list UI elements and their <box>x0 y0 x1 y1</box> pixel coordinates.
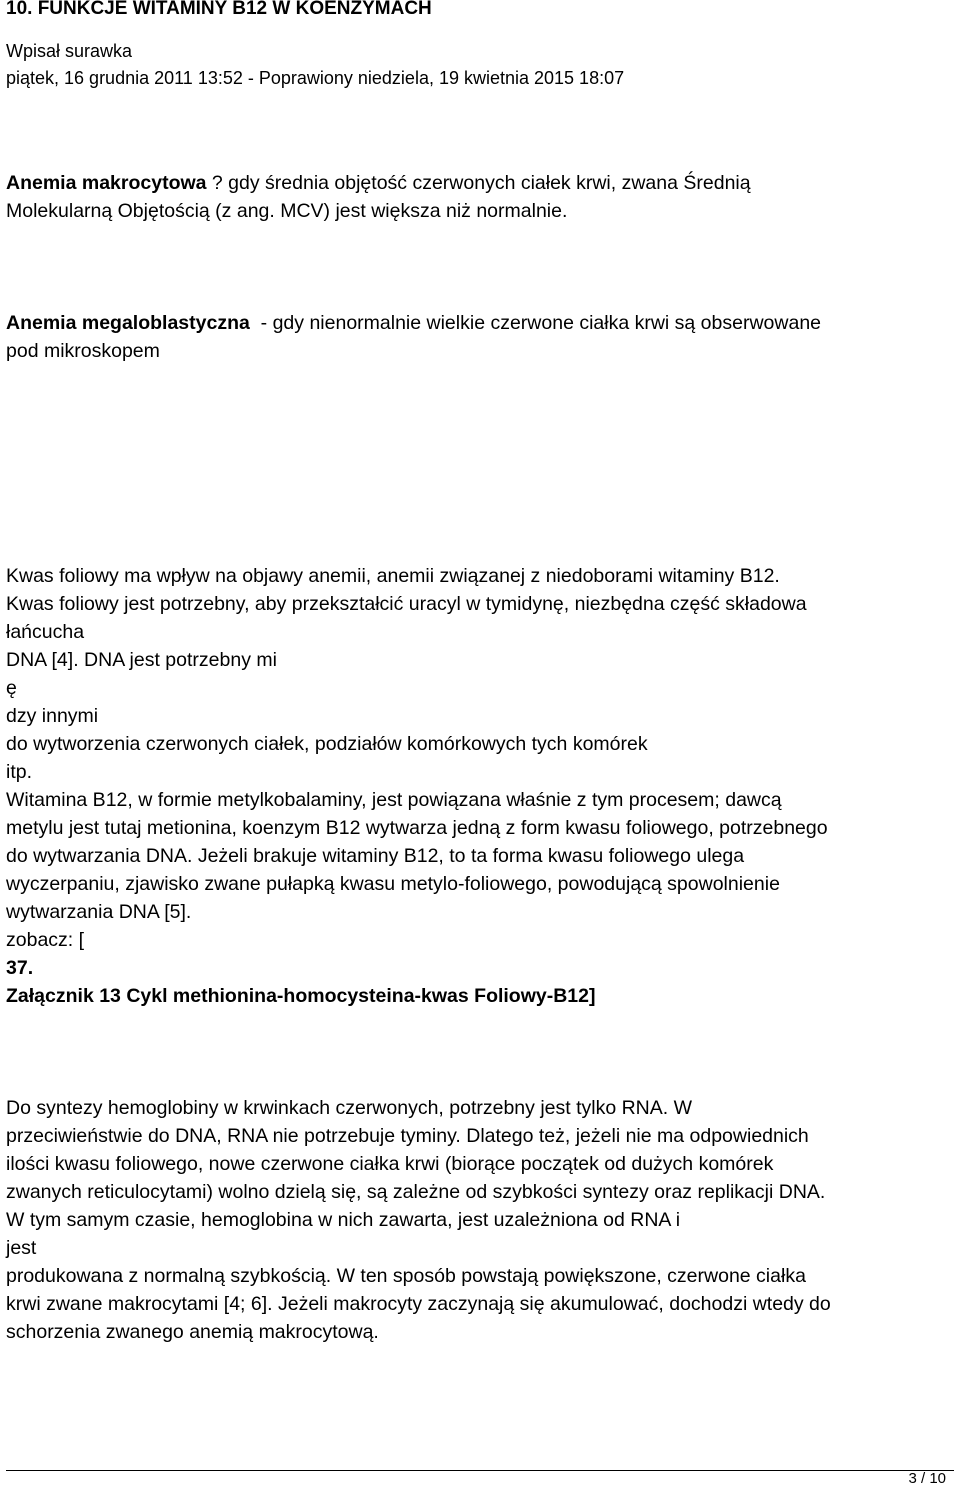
text-line: schorzenia zwanego anemią makrocytową. <box>6 1321 379 1343</box>
text-line: zwanych reticulocytami) wolno dzielą się, są zależne od szybkości syntezy oraz replikacji DNA. <box>6 1181 826 1203</box>
text-line: wytwarzania DNA [5]. <box>6 901 192 923</box>
macrocytic-anemia-paragraph <box>6 169 954 225</box>
text-line: metylu jest tutaj metionina, koenzym B12 wytwarza jedną z form kwasu foliowego, potrzebnego <box>6 817 828 839</box>
footer-divider <box>6 1470 954 1471</box>
text-line: ę <box>6 677 17 699</box>
see-also-label: zobacz: [ <box>6 929 85 951</box>
text-line: Kwas foliowy jest potrzebny, aby przekształcić uracyl w tymidynę, niezbędna część składowa <box>6 593 807 615</box>
text-line: łańcucha <box>6 621 85 643</box>
folate-section <box>6 562 954 1010</box>
text-line: DNA [4]. DNA jest potrzebny mi <box>6 649 277 671</box>
hemoglobin-section <box>6 1094 954 1346</box>
text-line: przeciwieństwie do DNA, RNA nie potrzebuje tyminy. Dlatego też, jeżeli nie ma odpowiednich <box>6 1125 809 1147</box>
text-line: W tym samym czasie, hemoglobina w nich zawarta, jest uzależniona od RNA i <box>6 1209 681 1231</box>
page-title: 10. FUNKCJE WITAMINY B12 W KOENZYMACH <box>6 0 432 19</box>
text-line: krwi zwane makrocytami [4; 6]. Jeżeli makrocyty zaczynają się akumulować, dochodzi wtedy do <box>6 1293 831 1315</box>
text-line: wyczerpaniu, zjawisko zwane pułapką kwasu metylo-foliowego, powodującą spowolnienie <box>6 873 780 895</box>
megaloblastic-anemia-term: Anemia megaloblastyczna <box>6 312 250 334</box>
text-line: Do syntezy hemoglobiny w krwinkach czerwonych, potrzebny jest tylko RNA. W <box>6 1097 693 1119</box>
reference-number: 37. <box>6 957 34 979</box>
macrocytic-anemia-text-2: Molekularną Objętością (z ang. MCV) jest większa niż normalnie. <box>6 200 568 222</box>
text-line: Kwas foliowy ma wpływ na objawy anemii, anemii związanej z niedoborami witaminy B12. <box>6 565 780 587</box>
macrocytic-anemia-term: Anemia makrocytowa <box>6 172 207 194</box>
text-line: produkowana z normalną szybkością. W ten sposób powstają powiększone, czerwone ciałka <box>6 1265 806 1287</box>
reference-link[interactable]: Załącznik 13 Cykl methionina-homocysteina-kwas Foliowy-B12] <box>6 985 596 1007</box>
megaloblastic-anemia-paragraph <box>6 309 954 365</box>
text-line: do wytworzenia czerwonych ciałek, podziałów komórkowych tych komórek <box>6 733 648 755</box>
megaloblastic-anemia-text: - gdy nienormalnie wielkie czerwone ciałka krwi są obserwowane <box>249 312 822 334</box>
text-line: do wytwarzania DNA. Jeżeli brakuje witaminy B12, to ta forma kwasu foliowego ulega <box>6 845 745 867</box>
page-number: 3 / 10 <box>908 1470 946 1487</box>
macrocytic-anemia-text: ? gdy średnia objętość czerwonych ciałek krwi, zwana Średnią <box>206 172 751 194</box>
text-line: ilości kwasu foliowego, nowe czerwone ciałka krwi (biorące początek od dużych komórek <box>6 1153 774 1175</box>
text-line: dzy innymi <box>6 705 99 727</box>
text-line: jest <box>6 1237 37 1259</box>
text-line: itp. <box>6 761 33 783</box>
text-line: Witamina B12, w formie metylkobalaminy, jest powiązana właśnie z tym procesem; dawcą <box>6 789 782 811</box>
article-author: Wpisał surawka <box>6 41 133 61</box>
article-dates: piątek, 16 grudnia 2011 13:52 - Poprawiony niedziela, 19 kwietnia 2015 18:07 <box>6 68 625 88</box>
megaloblastic-anemia-text-2: pod mikroskopem <box>6 340 160 362</box>
